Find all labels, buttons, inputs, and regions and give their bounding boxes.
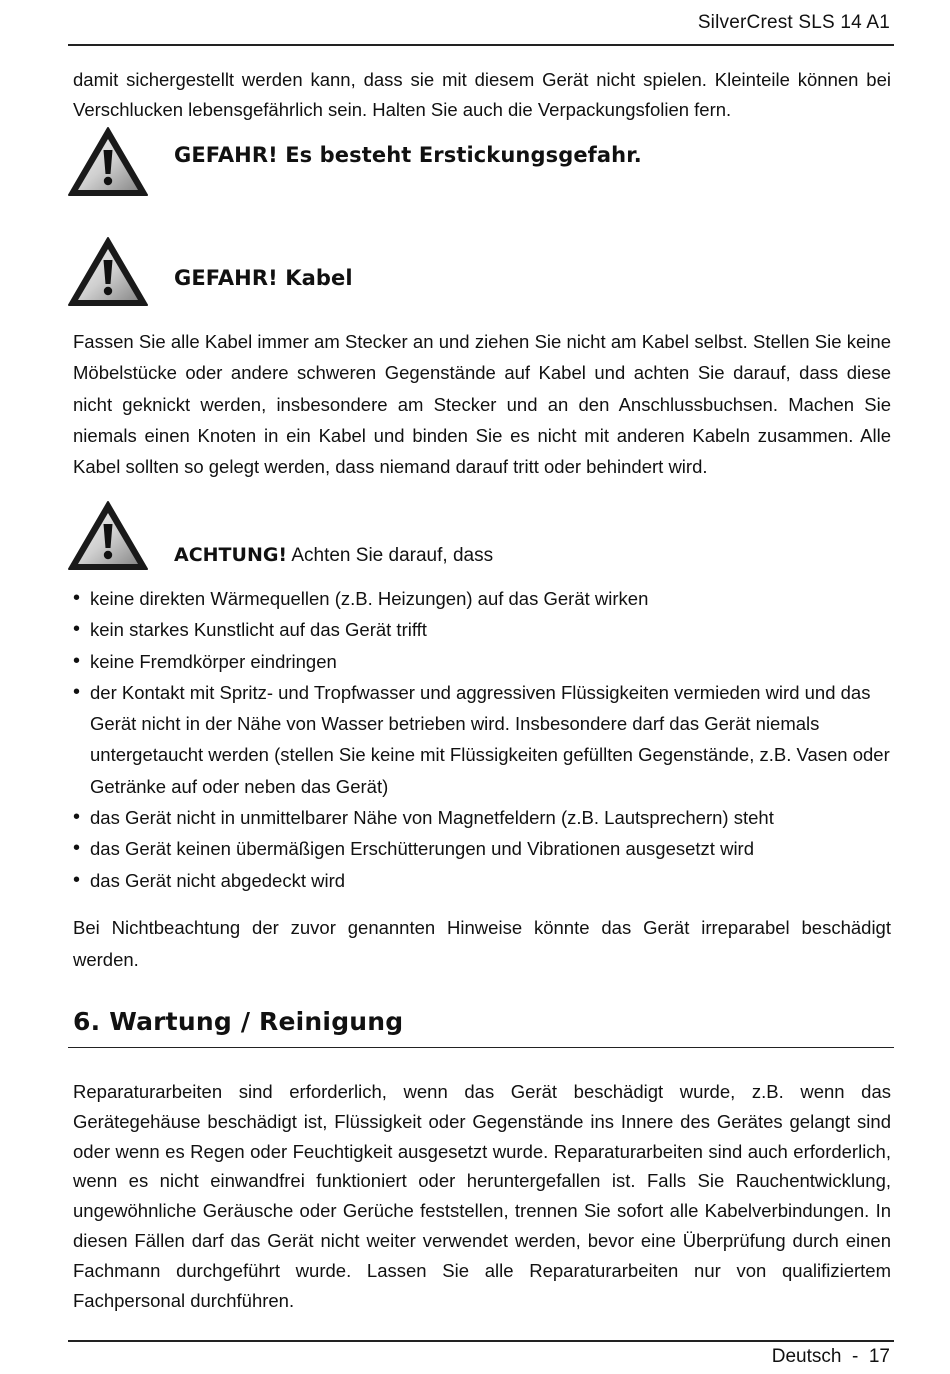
warning-title-suffocation: GEFAHR! Es besteht Erstickungsgefahr. [174, 143, 642, 167]
list-item: • das Gerät nicht in unmittelbarer Nähe von Magnetfeldern (z.B. Lautsprechern) steht [73, 802, 893, 833]
footer-rule [68, 1340, 894, 1342]
attention-line [174, 544, 493, 567]
warning-triangle-icon [67, 126, 149, 198]
header-rule [68, 44, 894, 46]
list-item: • kein starkes Kunstlicht auf das Gerät trifft [73, 614, 893, 645]
warning-title-cable: GEFAHR! Kabel [174, 266, 353, 290]
list-item: • keine direkten Wärmequellen (z.B. Heizungen) auf das Gerät wirken [73, 583, 893, 614]
page-footer: Deutsch - 17 [771, 1346, 890, 1367]
warning-triangle-icon [67, 500, 149, 572]
cable-paragraph: Fassen Sie alle Kabel immer am Stecker an und ziehen Sie nicht am Kabel selbst. Stellen Sie keine Möbelstücke oder andere schweren Gegenstände auf Kabel und achten Sie darauf, dass diese nicht geknickt werden, insbesondere am Stecker und an den Anschlussbuchsen. Machen Sie niemals einen Knoten in ein Kabel und binden Sie es nicht mit anderen Kabeln zusammen. Alle Kabel sollten so gelegt werden, dass niemand darauf tritt oder behindert wird. [73, 331, 891, 478]
intro-paragraph: damit sichergestellt werden kann, dass sie mit diesem Gerät nicht spielen. Kleinteile können bei Verschlucken lebensgefährlich sein. Halten Sie auch die Verpackungsfolien fern. [73, 69, 891, 120]
maintenance-paragraph: Reparaturarbeiten sind erforderlich, wenn das Gerät beschädigt wurde, z.B. wenn das Gerätegehäuse beschädigt ist, Flüssigkeit oder Gegenstände ins Innere des Gerätes gelangt sind oder wenn es Regen oder Feuchtigkeit ausgesetzt wurde. Reparaturarbeiten sind auch erforderlich, wenn es nicht einwandfrei funktioniert oder heruntergefallen ist. Falls Sie Rauchentwicklung, ungewöhnliche Geräusche oder Gerüche feststellen, trennen Sie sofort alle Kabelverbindungen. In diesen Fällen darf das Gerät nicht weiter verwendet werden, bevor eine Überprüfung durch einen Fachmann durchgeführt wurde. Lassen Sie alle Reparaturarbeiten nur von qualifiziertem Fachpersonal durchführen. [73, 1081, 891, 1311]
section-rule [68, 1047, 894, 1048]
list-item: • keine Fremdkörper eindringen [73, 646, 893, 677]
list-item: • das Gerät nicht abgedeckt wird [73, 865, 893, 896]
closing-paragraph: Bei Nichtbeachtung der zuvor genannten Hinweise könnte das Gerät irreparabel beschädigt werden. [73, 917, 891, 970]
section-title: 6. Wartung / Reinigung [73, 1007, 404, 1036]
document-header: SilverCrest SLS 14 A1 [697, 12, 890, 33]
attention-label: ACHTUNG! [174, 544, 288, 566]
list-item: • der Kontakt mit Spritz- und Tropfwasser und aggressiven Flüssigkeiten vermieden wird und das Gerät nicht in der Nähe von Wasser betrieben wird. Insbesondere darf das Gerät niemals untergetaucht werden (stellen Sie keine mit Flüssigkeiten gefüllten Gegenstände, z.B. Vasen oder Getränke auf oder neben das Gerät) [73, 677, 893, 802]
precautions-list [73, 583, 893, 896]
attention-text: Achten Sie darauf, dass [287, 545, 494, 566]
list-item: • das Gerät keinen übermäßigen Erschütterungen und Vibrationen ausgesetzt wird [73, 833, 893, 864]
warning-triangle-icon [67, 236, 149, 308]
